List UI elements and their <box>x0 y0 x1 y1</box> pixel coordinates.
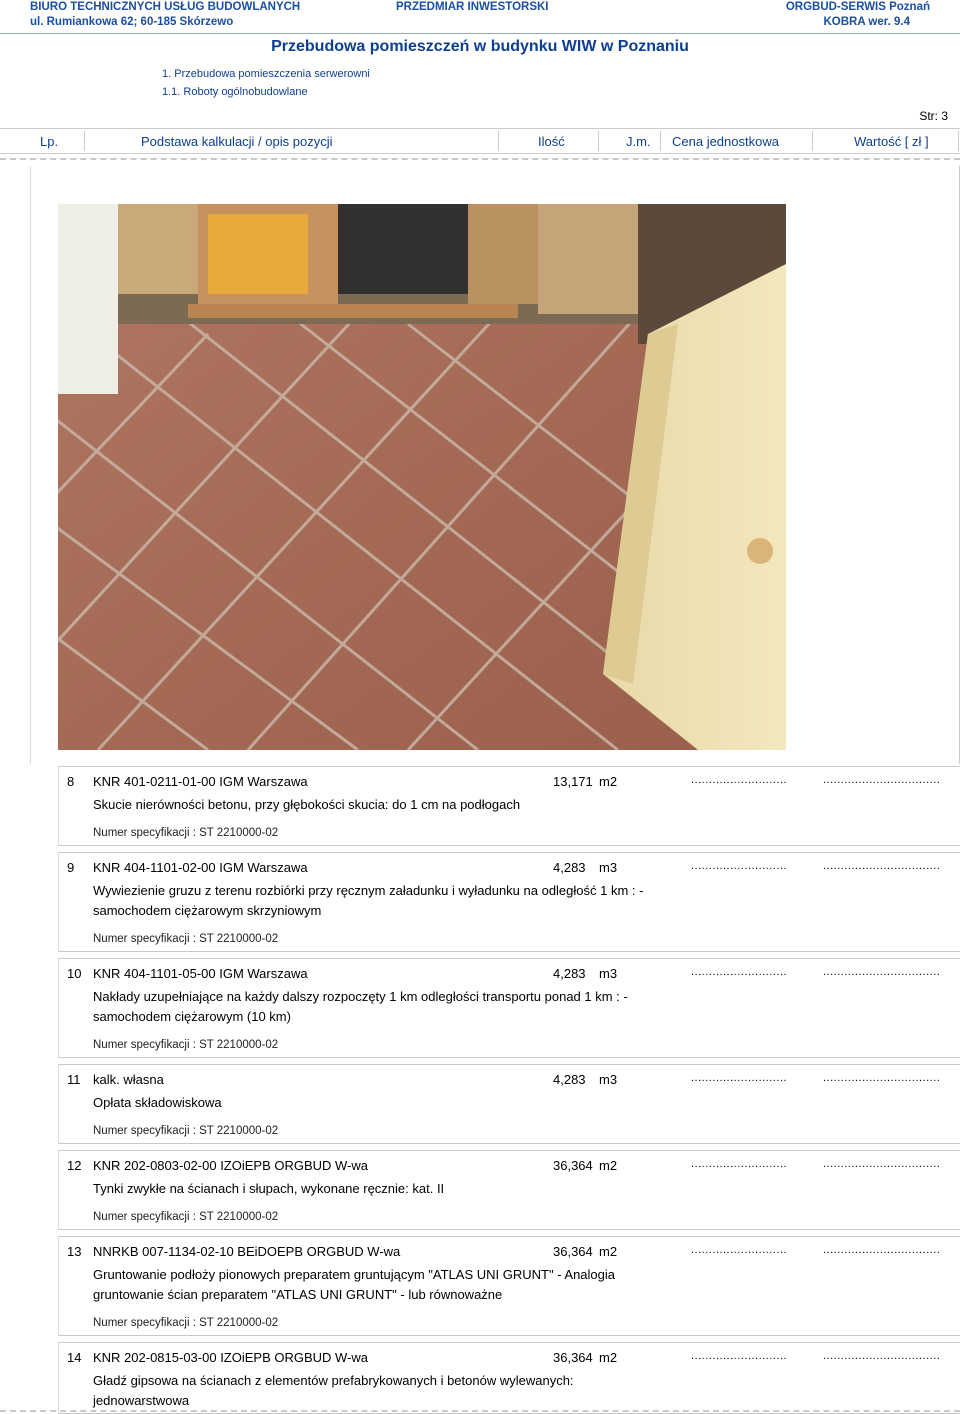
item-number: 11 <box>67 1072 81 1087</box>
header-divider <box>0 33 960 34</box>
item-unit-price: ........................... <box>691 774 788 786</box>
project-title: Przebudowa pomieszczeń w budynku WIW w Poznaniu <box>271 38 689 55</box>
subsection-heading: 1.1. Roboty ogólnobudowlane <box>162 86 308 98</box>
cost-item-row <box>58 766 960 846</box>
dashed-divider-bottom <box>0 1410 960 1412</box>
item-spec-number: Numer specyfikacji : ST 2210000-02 <box>93 1211 279 1223</box>
item-unit-price: ........................... <box>691 1072 788 1084</box>
document-header <box>0 0 960 34</box>
cost-item-row <box>58 1342 960 1414</box>
item-code: NNRKB 007-1134-02-10 BEiDOEPB ORGBUD W-wa <box>93 1244 401 1259</box>
item-quantity: 36,364 <box>553 1158 593 1173</box>
item-quantity: 4,283 <box>553 860 586 875</box>
cost-item-row <box>58 1236 960 1336</box>
item-value: ................................. <box>823 860 941 872</box>
item-value: ................................. <box>823 1072 941 1084</box>
company-address: ul. Rumiankowa 62; 60-185 Skórzewo <box>30 16 234 28</box>
item-spec-number: Numer specyfikacji : ST 2210000-02 <box>93 1125 279 1137</box>
item-unit-price: ........................... <box>691 860 788 872</box>
item-description: Wywiezienie gruzu z terenu rozbiórki przy ręcznym załadunku i wyładunku na odległość 1 km : - samochodem ciężarowym skrzyniowym <box>93 883 644 918</box>
cost-item-row <box>58 1150 960 1230</box>
cost-item-row <box>58 958 960 1058</box>
item-unit-price: ........................... <box>691 1158 788 1170</box>
dashed-divider <box>0 158 960 160</box>
item-unit: m3 <box>599 966 618 981</box>
document-type: PRZEDMIAR INWESTORSKI <box>396 1 549 13</box>
cost-item-row <box>58 1064 960 1144</box>
item-unit: m2 <box>599 1350 618 1365</box>
item-description: Skucie nierówności betonu, przy głębokości skucia: do 1 cm na podłogach <box>93 797 521 812</box>
item-quantity: 4,283 <box>553 1072 586 1087</box>
item-value: ................................. <box>823 774 941 786</box>
item-quantity: 36,364 <box>553 1244 593 1259</box>
item-unit: m3 <box>599 1072 618 1087</box>
item-description: Nakłady uzupełniające na każdy dalszy rozpoczęty 1 km odległości transportu ponad 1 km : - samochodem ciężarowym (10 km) <box>93 989 628 1024</box>
item-description: Opłata składowiskowa <box>93 1095 222 1110</box>
software-version: KOBRA wer. 9.4 <box>823 16 910 28</box>
page-number: Str: 3 <box>919 109 948 123</box>
item-unit-price: ........................... <box>691 966 788 978</box>
item-code: KNR 401-0211-01-00 IGM Warszawa <box>93 774 308 789</box>
item-spec-number: Numer specyfikacji : ST 2210000-02 <box>93 1317 279 1329</box>
item-number: 9 <box>67 860 75 875</box>
item-unit-price: ........................... <box>691 1350 788 1362</box>
column-basis: Podstawa kalkulacji / opis pozycji <box>141 134 333 149</box>
company-name: BIURO TECHNICZNYCH USŁUG BUDOWLANYCH <box>30 1 301 13</box>
item-code: KNR 404-1101-05-00 IGM Warszawa <box>93 966 308 981</box>
item-value: ................................. <box>823 1158 941 1170</box>
item-description: Gładź gipsowa na ścianach z elementów prefabrykowanych i betonów wylewanych: jednowarstwowa <box>93 1373 574 1408</box>
item-number: 12 <box>67 1158 82 1173</box>
item-value: ................................. <box>823 1244 941 1256</box>
item-unit: m2 <box>599 1244 618 1259</box>
item-quantity: 36,364 <box>553 1350 593 1365</box>
item-quantity: 4,283 <box>553 966 586 981</box>
column-unit-price: Cena jednostkowa <box>672 134 779 149</box>
item-code: KNR 202-0815-03-00 IZOiEPB ORGBUD W-wa <box>93 1350 369 1365</box>
item-value: ................................. <box>823 966 941 978</box>
item-unit: m2 <box>599 774 618 789</box>
item-unit: m2 <box>599 1158 618 1173</box>
column-header-row <box>0 128 960 154</box>
software-name: ORGBUD-SERWIS Poznań <box>785 1 930 13</box>
column-lp: Lp. <box>40 134 59 149</box>
item-spec-number: Numer specyfikacji : ST 2210000-02 <box>93 827 279 839</box>
column-value: Wartość [ zł ] <box>854 134 929 149</box>
item-number: 14 <box>67 1350 82 1365</box>
item-quantity: 13,171 <box>553 774 593 789</box>
item-description: Gruntowanie podłoży pionowych preparatem gruntującym "ATLAS UNI GRUNT" - Analogia gruntowanie ścian preparatem "ATLAS UNI GRUNT" - lub równoważne <box>93 1267 615 1302</box>
item-code: kalk. własna <box>93 1072 164 1087</box>
item-number: 10 <box>67 966 82 981</box>
section-heading: 1. Przebudowa pomieszczenia serwerowni <box>162 68 370 80</box>
item-code: KNR 202-0803-02-00 IZOiEPB ORGBUD W-wa <box>93 1158 369 1173</box>
item-spec-number: Numer specyfikacji : ST 2210000-02 <box>93 933 279 945</box>
column-quantity: Ilość <box>538 134 565 149</box>
floor-photo <box>58 204 786 750</box>
item-unit: m3 <box>599 860 618 875</box>
item-value: ................................. <box>823 1350 941 1362</box>
cost-item-row <box>58 852 960 952</box>
item-description: Tynki zwykłe na ścianach i słupach, wykonane ręcznie: kat. II <box>93 1181 445 1196</box>
item-unit-price: ........................... <box>691 1244 788 1256</box>
item-code: KNR 404-1101-02-00 IGM Warszawa <box>93 860 308 875</box>
item-number: 8 <box>67 774 75 789</box>
column-unit: J.m. <box>626 134 651 149</box>
item-spec-number: Numer specyfikacji : ST 2210000-02 <box>93 1039 279 1051</box>
item-number: 13 <box>67 1244 82 1259</box>
